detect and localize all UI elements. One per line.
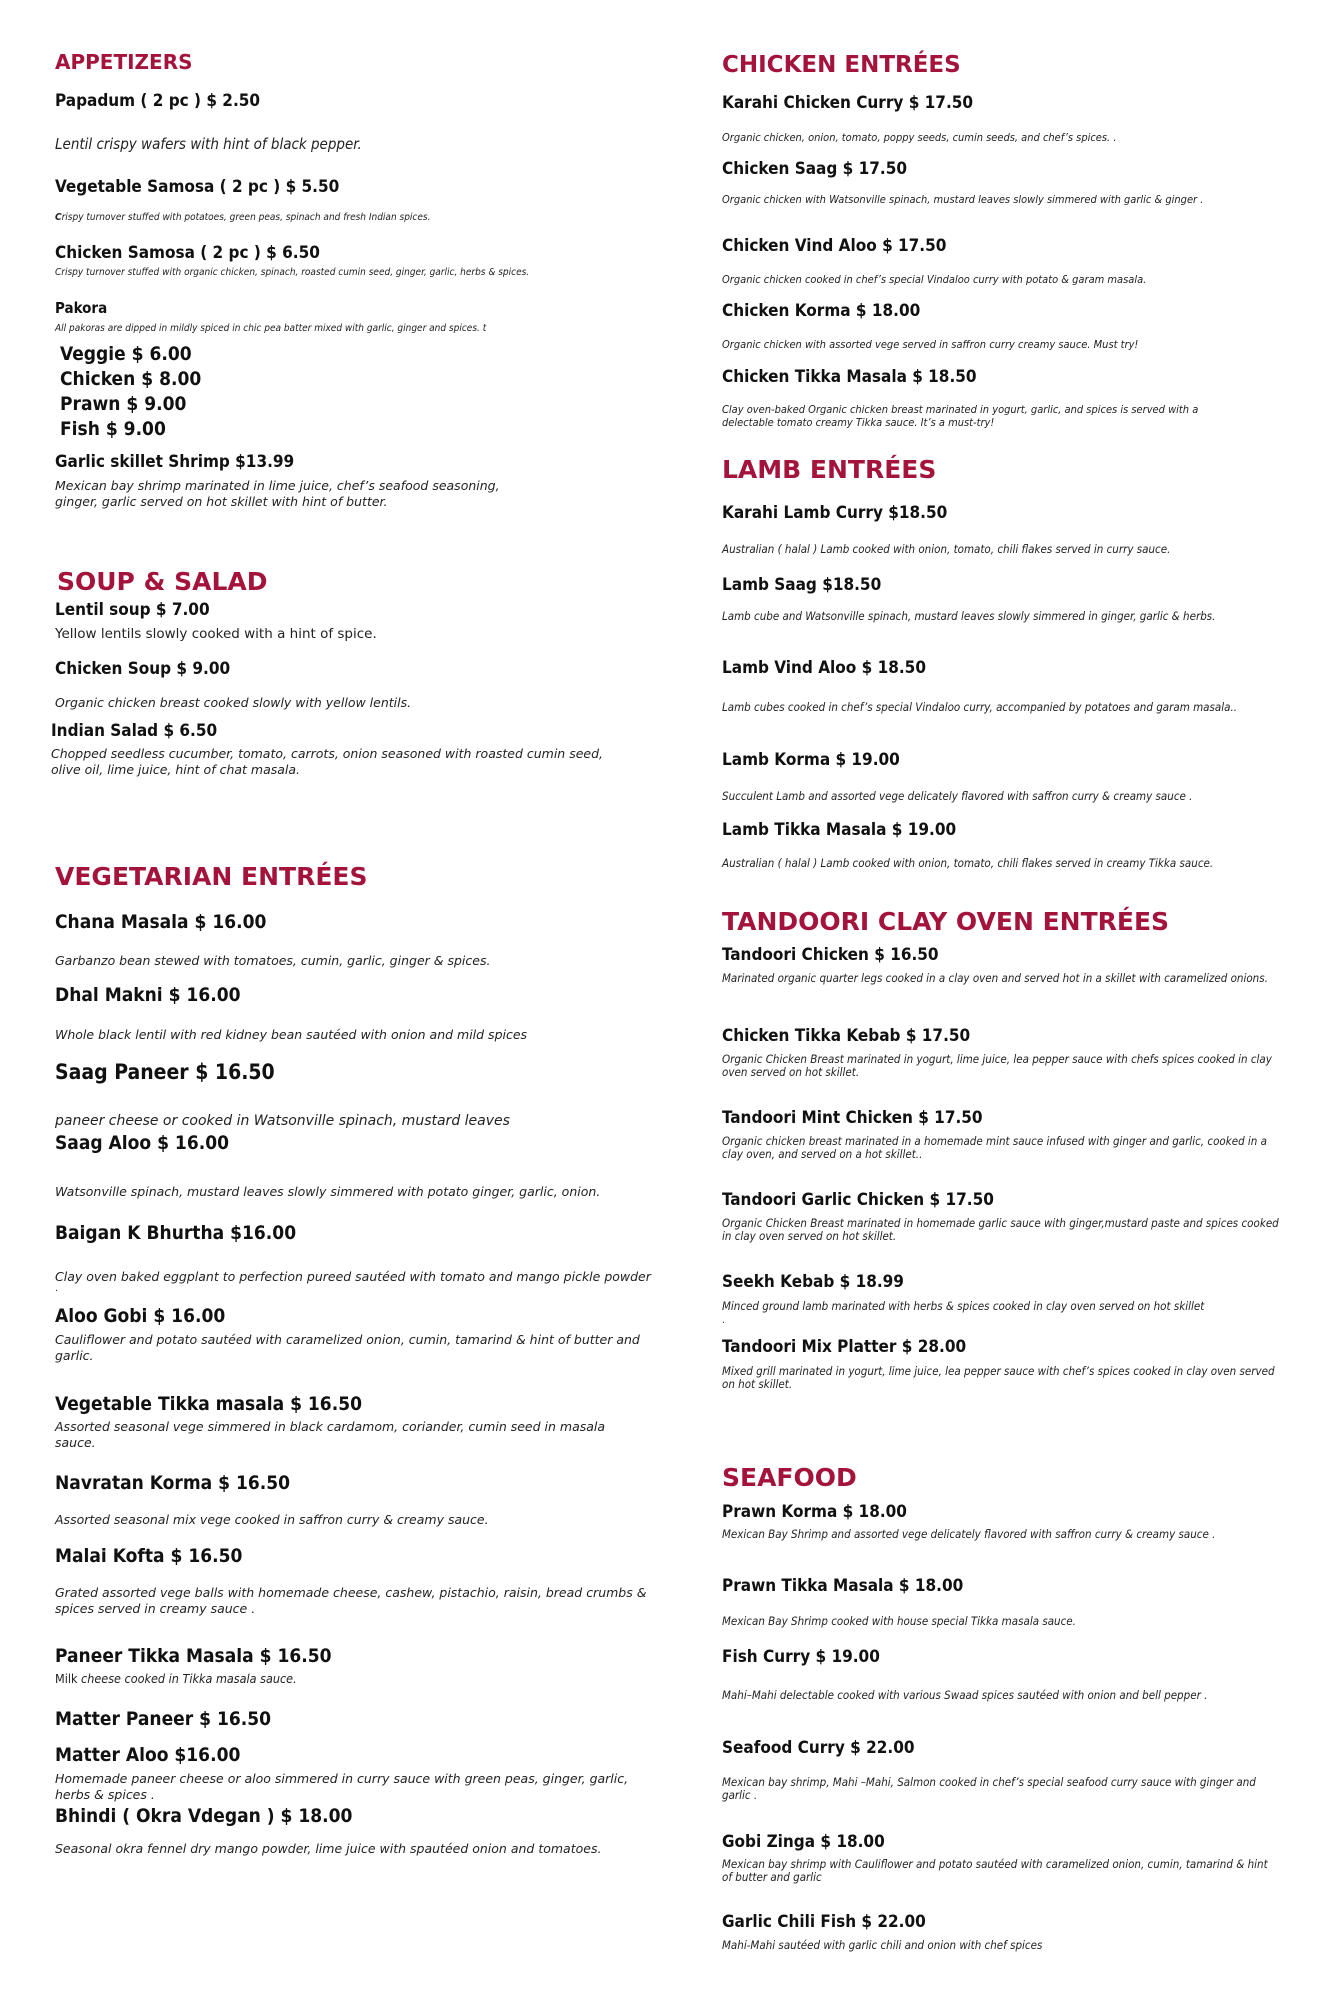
item-desc-lentil-soup: Yellow lentils slowly cooked with a hint of spice. — [55, 626, 377, 642]
item-desc-chicken-soup: Organic chicken breast cooked slowly with yellow lentils. — [55, 695, 412, 710]
item-name-prawn-korma: Prawn Korma $ 18.00 — [722, 1502, 907, 1522]
stray-dot: . — [55, 1283, 58, 1294]
item-desc-saag-paneer: paneer cheese or cooked in Watsonville spinach, mustard leaves — [55, 1113, 510, 1129]
item-name-lamb-tikka-masala: Lamb Tikka Masala $ 19.00 — [722, 820, 957, 840]
item-desc-karahi-lamb: Australian ( halal ) Lamb cooked with onion, tomato, chili flakes served in curry sauce. — [722, 542, 1171, 556]
item-name-matter-paneer: Matter Paneer $ 16.50 — [55, 1708, 272, 1730]
item-name-chicken-tikka-kebab: Chicken Tikka Kebab $ 17.50 — [722, 1026, 971, 1046]
item-name-vegetable-tikka: Vegetable Tikka masala $ 16.50 — [55, 1393, 362, 1415]
item-name-chicken-korma: Chicken Korma $ 18.00 — [722, 301, 921, 321]
item-desc-chicken-tikka-masala: Clay oven-baked Organic chicken breast marinated in yogurt, garlic, and spices is served with a delectable tomato creamy Tikka sauce. It’s a must-try! — [722, 403, 1199, 429]
item-name-chana-masala: Chana Masala $ 16.00 — [55, 911, 267, 933]
item-name-saag-paneer: Saag Paneer $ 16.50 — [55, 1060, 275, 1084]
item-desc-aloo-gobi: Cauliflower and potato sautéed with caramelized onion, cumin, tamarind & hint of butter and garlic. — [55, 1332, 640, 1363]
item-name-tandoori-mix: Tandoori Mix Platter $ 28.00 — [722, 1337, 967, 1357]
item-name-saag-aloo: Saag Aloo $ 16.00 — [55, 1132, 229, 1154]
item-name-tandoori-mint: Tandoori Mint Chicken $ 17.50 — [722, 1108, 983, 1128]
item-desc-chicken-saag: Organic chicken with Watsonville spinach, mustard leaves slowly simmered with garlic & ginger . — [722, 193, 1204, 206]
section-heading-tandoori: TANDOORI CLAY OVEN ENTRÉES — [722, 907, 1170, 936]
item-desc-paneer-tikka-italic: cheese cooked in Tikka masala sauce. — [81, 1671, 297, 1686]
section-heading-lamb: LAMB ENTRÉES — [722, 455, 937, 484]
item-name-baigan-bhurtha: Baigan K Bhurtha $16.00 — [55, 1222, 297, 1244]
item-name-garlic-chili-fish: Garlic Chili Fish $ 22.00 — [722, 1912, 926, 1932]
item-name-tandoori-chicken: Tandoori Chicken $ 16.50 — [722, 945, 939, 965]
item-desc-saag-aloo: Watsonville spinach, mustard leaves slowly simmered with potato ginger, garlic, onion. — [55, 1184, 601, 1199]
stray-dot: . — [722, 1315, 725, 1326]
item-name-tandoori-garlic: Tandoori Garlic Chicken $ 17.50 — [722, 1190, 994, 1210]
item-desc-tandoori-mix: Mixed grill marinated in yogurt, lime juice, lea pepper sauce with chef’s spices cooked in clay oven served on hot skillet. — [722, 1364, 1275, 1391]
pakora-option-veggie: Veggie $ 6.00 — [60, 343, 192, 365]
item-name-veg-samosa: Vegetable Samosa ( 2 pc ) $ 5.50 — [55, 177, 340, 197]
item-desc-tandoori-mint: Organic chicken breast marinated in a homemade mint sauce infused with ginger and garlic, cooked in a clay oven, and served on a hot skillet.. — [722, 1134, 1267, 1161]
item-desc-karahi-chicken: Organic chicken, onion, tomato, poppy seeds, cumin seeds, and chef’s spices. . — [722, 131, 1117, 144]
item-desc-papadum: Lentil crispy wafers with hint of black pepper. — [55, 135, 362, 153]
item-name-chicken-samosa: Chicken Samosa ( 2 pc ) $ 6.50 — [55, 243, 320, 263]
item-name-chicken-tikka-masala: Chicken Tikka Masala $ 18.50 — [722, 367, 977, 387]
item-name-malai-kofta: Malai Kofta $ 16.50 — [55, 1545, 243, 1567]
item-desc-indian-salad: Chopped seedless cucumber, tomato, carrots, onion seasoned with roasted cumin seed, olive oil, lime juice, hint of chat masala. — [51, 746, 604, 777]
item-desc-lamb-saag: Lamb cube and Watsonville spinach, mustard leaves slowly simmered in ginger, garlic & herbs. — [722, 609, 1216, 623]
item-name-pakora: Pakora — [55, 299, 108, 317]
item-desc-lamb-tikka-masala: Australian ( halal ) Lamb cooked with onion, tomato, chili flakes served in creamy Tikka sauce. — [722, 856, 1214, 870]
section-heading-seafood: SEAFOOD — [722, 1463, 857, 1492]
item-name-chicken-vind-aloo: Chicken Vind Aloo $ 17.50 — [722, 236, 947, 256]
item-desc-veg-samosa — [55, 211, 430, 224]
item-desc-chicken-tikka-kebab: Organic Chicken Breast marinated in yogurt, lime juice, lea pepper sauce with chefs spices cooked in clay oven served on hot skillet. — [722, 1052, 1272, 1079]
item-name-chicken-saag: Chicken Saag $ 17.50 — [722, 159, 907, 179]
section-heading-chicken: CHICKEN ENTRÉES — [722, 52, 961, 78]
item-name-lamb-vind-aloo: Lamb Vind Aloo $ 18.50 — [722, 658, 926, 678]
section-heading-appetizers: APPETIZERS — [55, 50, 193, 74]
item-desc-lamb-korma: Succulent Lamb and assorted vege delicately flavored with saffron curry & creamy sauce . — [722, 789, 1193, 803]
item-name-bhindi: Bhindi ( Okra Vdegan ) $ 18.00 — [55, 1805, 353, 1827]
item-name-lamb-saag: Lamb Saag $18.50 — [722, 575, 882, 595]
pakora-option-prawn: Prawn $ 9.00 — [60, 393, 187, 415]
item-name-lamb-korma: Lamb Korma $ 19.00 — [722, 750, 900, 770]
item-desc-navratan-korma: Assorted seasonal mix vege cooked in saffron curry & creamy sauce. — [55, 1512, 489, 1527]
item-name-dhal-makni: Dhal Makni $ 16.00 — [55, 984, 241, 1006]
item-desc-paneer-tikka-plain: Milk — [55, 1671, 82, 1686]
drop-initial: C — [55, 212, 62, 223]
item-name-prawn-tikka: Prawn Tikka Masala $ 18.00 — [722, 1576, 964, 1596]
item-name-aloo-gobi: Aloo Gobi $ 16.00 — [55, 1305, 226, 1327]
section-heading-soup-salad: SOUP & SALAD — [57, 567, 268, 596]
item-desc-vegetable-tikka: Assorted seasonal vege simmered in black cardamom, coriander, cumin seed in masala sauce. — [55, 1419, 606, 1450]
item-desc-matter-aloo: Homemade paneer cheese or aloo simmered in curry sauce with green peas, ginger, garlic, herbs & spices . — [55, 1771, 629, 1802]
item-desc-chicken-korma: Organic chicken with assorted vege served in saffron curry creamy sauce. Must try! — [722, 338, 1139, 351]
item-desc-prawn-tikka: Mexican Bay Shrimp cooked with house special Tikka masala sauce. — [722, 1614, 1076, 1628]
item-name-fish-curry: Fish Curry $ 19.00 — [722, 1647, 880, 1667]
item-desc-paneer-tikka — [55, 1671, 297, 1686]
item-name-seafood-curry: Seafood Curry $ 22.00 — [722, 1738, 915, 1758]
item-desc-seekh-kebab: Minced ground lamb marinated with herbs & spices cooked in clay oven served on hot skillet — [722, 1299, 1205, 1313]
item-name-indian-salad: Indian Salad $ 6.50 — [51, 721, 218, 741]
pakora-option-chicken: Chicken $ 8.00 — [60, 368, 202, 390]
item-name-karahi-lamb: Karahi Lamb Curry $18.50 — [722, 503, 948, 523]
item-desc-chana-masala: Garbanzo bean stewed with tomatoes, cumin, garlic, ginger & spices. — [55, 953, 491, 968]
item-desc-chicken-vind-aloo: Organic chicken cooked in chef’s special Vindaloo curry with potato & garam masala. — [722, 273, 1147, 286]
item-name-chicken-soup: Chicken Soup $ 9.00 — [55, 659, 231, 679]
item-desc-lamb-vind-aloo: Lamb cubes cooked in chef’s special Vindaloo curry, accompanied by potatoes and garam masala.. — [722, 700, 1238, 714]
item-desc-dhal-makni: Whole black lentil with red kidney bean sautéed with onion and mild spices — [55, 1027, 528, 1042]
item-desc-veg-samosa-text: rispy turnover stuffed with potatoes, green peas, spinach and fresh Indian spices. — [61, 212, 431, 223]
item-name-gobi-zinga: Gobi Zinga $ 18.00 — [722, 1832, 885, 1852]
item-desc-tandoori-chicken: Marinated organic quarter legs cooked in a clay oven and served hot in a skillet with caramelized onions. — [722, 971, 1268, 985]
item-desc-baigan-bhurtha: Clay oven baked eggplant to perfection pureed sautéed with tomato and mango pickle powder — [55, 1269, 651, 1284]
pakora-option-fish: Fish $ 9.00 — [60, 418, 166, 440]
item-name-garlic-shrimp: Garlic skillet Shrimp $13.99 — [55, 452, 295, 472]
item-desc-fish-curry: Mahi–Mahi delectable cooked with various Swaad spices sautéed with onion and bell pepper . — [722, 1688, 1208, 1702]
item-desc-seafood-curry: Mexican bay shrimp, Mahi –Mahi, Salmon cooked in chef’s special seafood curry sauce with ginger and garlic . — [722, 1775, 1256, 1802]
item-name-karahi-chicken: Karahi Chicken Curry $ 17.50 — [722, 93, 974, 113]
section-heading-vegetarian: VEGETARIAN ENTRÉES — [55, 862, 368, 891]
item-desc-garlic-chili-fish: Mahi-Mahi sautéed with garlic chili and onion with chef spices — [722, 1938, 1043, 1952]
item-desc-bhindi: Seasonal okra fennel dry mango powder, lime juice with spautéed onion and tomatoes. — [55, 1841, 602, 1856]
item-desc-chicken-samosa: Crispy turnover stuffed with organic chicken, spinach, roasted cumin seed, ginger, garlic, herbs & spices. — [55, 267, 530, 278]
item-name-papadum: Papadum ( 2 pc ) $ 2.50 — [55, 91, 261, 111]
item-name-seekh-kebab: Seekh Kebab $ 18.99 — [722, 1272, 904, 1292]
item-desc-garlic-shrimp: Mexican bay shrimp marinated in lime juice, chef’s seafood seasoning, ginger, garlic served on hot skillet with hint of butter. — [55, 478, 500, 509]
item-desc-tandoori-garlic: Organic Chicken Breast marinated in homemade garlic sauce with ginger,mustard paste and spices cooked in clay oven served on hot skillet. — [722, 1216, 1279, 1243]
item-desc-gobi-zinga: Mexican bay shrimp with Cauliflower and potato sautéed with caramelized onion, cumin, tamarind & hint of butter and garlic — [722, 1857, 1268, 1884]
item-name-matter-aloo: Matter Aloo $16.00 — [55, 1744, 241, 1766]
item-name-lentil-soup: Lentil soup $ 7.00 — [55, 600, 210, 620]
item-name-paneer-tikka: Paneer Tikka Masala $ 16.50 — [55, 1645, 332, 1667]
item-desc-pakora: All pakoras are dipped in mildly spiced in chic pea batter mixed with garlic, ginger and spices. t — [55, 323, 487, 334]
item-name-navratan-korma: Navratan Korma $ 16.50 — [55, 1472, 291, 1494]
item-desc-malai-kofta: Grated assorted vege balls with homemade cheese, cashew, pistachio, raisin, bread crumbs & spices served in creamy sauce . — [55, 1585, 647, 1616]
item-desc-prawn-korma: Mexican Bay Shrimp and assorted vege delicately flavored with saffron curry & creamy sauce . — [722, 1527, 1216, 1541]
